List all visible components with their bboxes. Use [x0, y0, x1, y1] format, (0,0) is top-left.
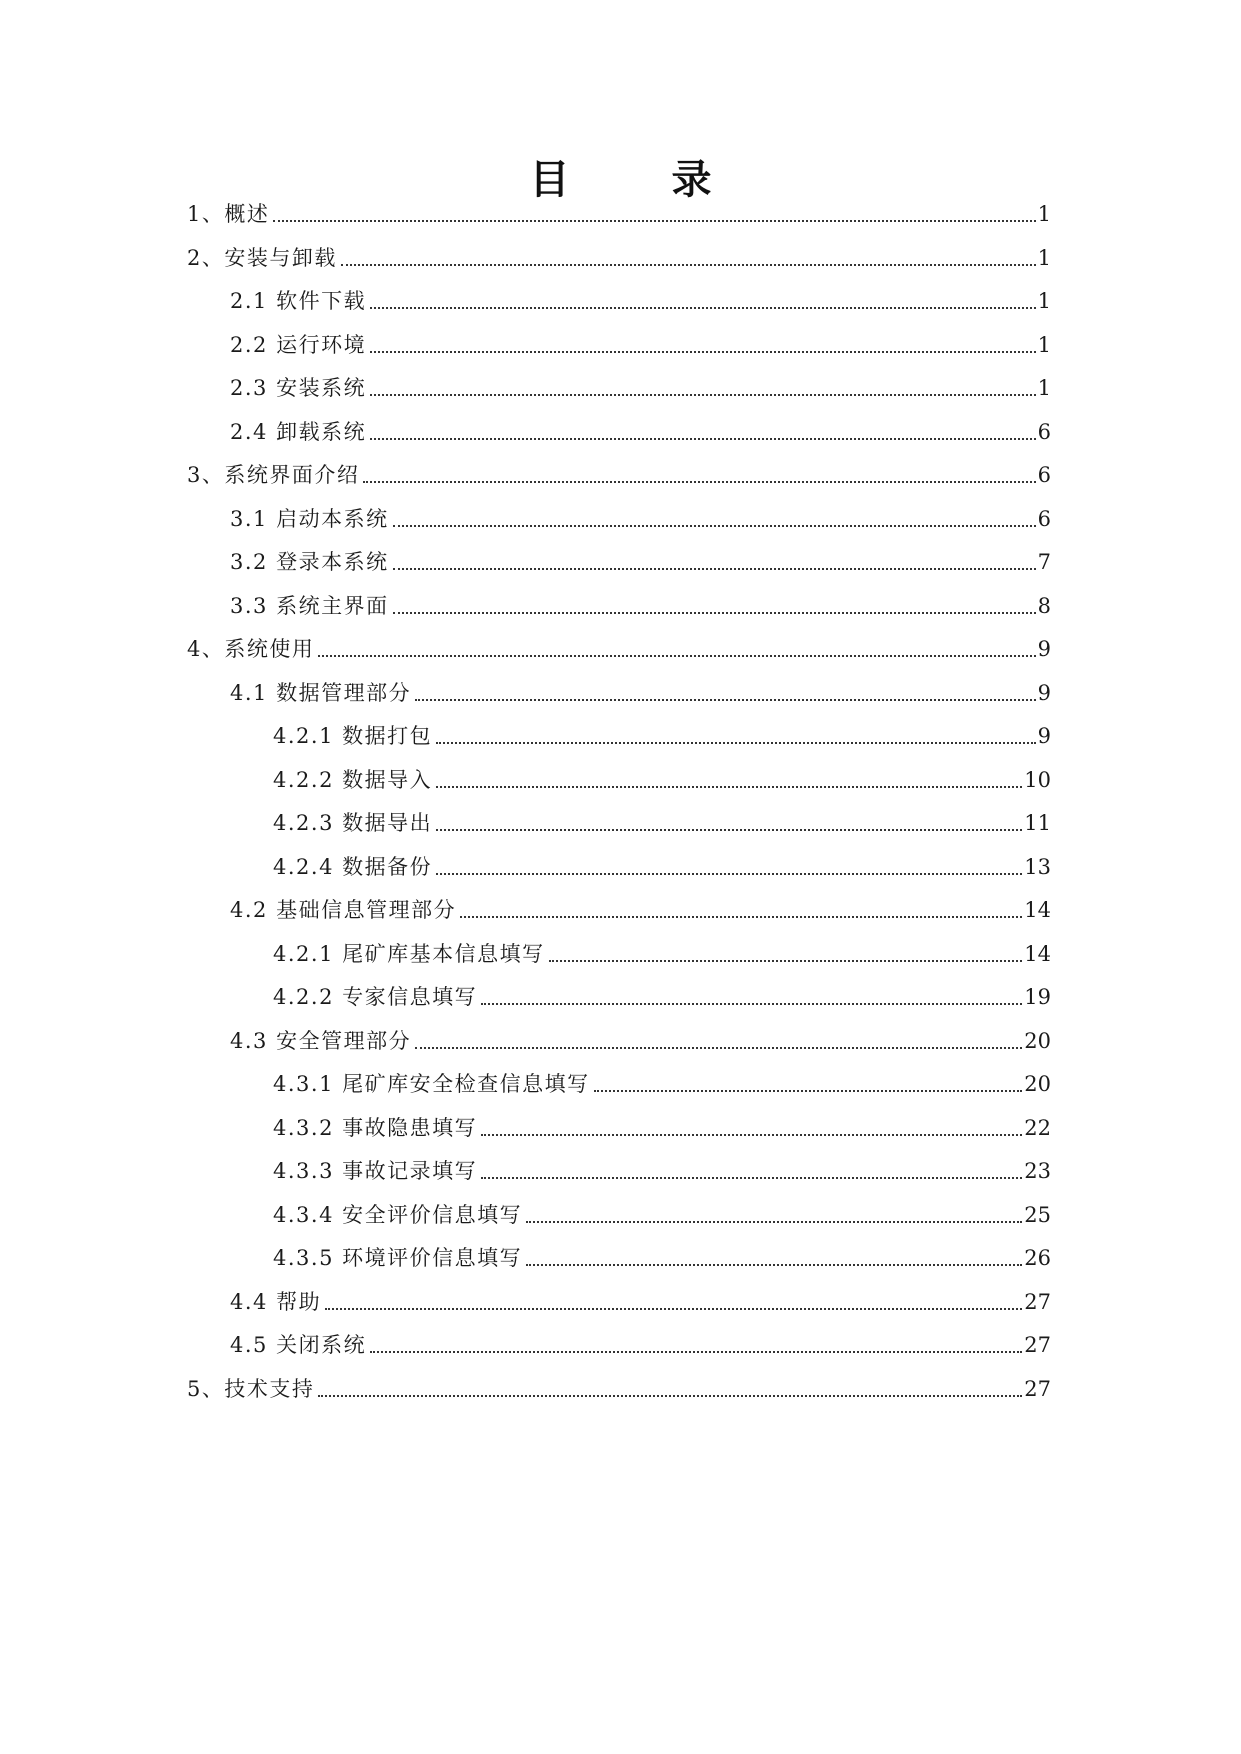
- toc-dot-leader: [481, 1003, 1022, 1005]
- toc-page-number: 1: [1037, 202, 1051, 226]
- toc-page-number: 9: [1037, 637, 1051, 661]
- toc-dot-leader: [481, 1177, 1022, 1179]
- toc-entry[interactable]: [230, 884, 1051, 924]
- toc-dot-leader: [549, 960, 1023, 962]
- toc-entry-title: 4.2.2 数据导入: [273, 767, 433, 792]
- toc-dot-leader: [481, 1134, 1022, 1136]
- toc-page-number: 7: [1037, 550, 1051, 574]
- toc-entry-title: 4.2 基础信息管理部分: [230, 898, 457, 922]
- toc-page-number: 9: [1037, 680, 1051, 705]
- toc-entry-title: 4.3.3 事故记录填写: [273, 1159, 478, 1183]
- toc-entry-title: 4.5 关闭系统: [230, 1333, 367, 1357]
- toc-entry[interactable]: [230, 1319, 1051, 1359]
- toc-entry[interactable]: [273, 754, 1051, 794]
- toc-page-number: 27: [1024, 1333, 1051, 1357]
- toc-page-number: 22: [1024, 1115, 1051, 1140]
- toc-entry[interactable]: [273, 1145, 1051, 1185]
- toc-entry-title: 3、系统界面介绍: [187, 463, 360, 487]
- toc-dot-leader: [526, 1221, 1022, 1223]
- toc-entry[interactable]: [273, 1189, 1051, 1229]
- toc-dot-leader: [363, 481, 1035, 483]
- toc-entry-title: 1、概述: [187, 202, 270, 226]
- toc-dot-leader: [273, 220, 1035, 222]
- toc-page-number: 20: [1024, 1072, 1051, 1096]
- toc-page-number: 6: [1037, 419, 1051, 444]
- toc-entry-title: 2、安装与卸载: [187, 245, 337, 270]
- toc-dot-leader: [415, 1047, 1022, 1049]
- toc-page-number: 14: [1024, 898, 1051, 922]
- toc-entry-title: 4.3.1 尾矿库安全检查信息填写: [273, 1072, 590, 1096]
- toc-entry-title: 5、技术支持: [187, 1376, 315, 1401]
- toc-entry-title: 2.2 运行环境: [230, 332, 367, 357]
- toc-page-number: 27: [1024, 1289, 1051, 1314]
- toc-dot-leader: [415, 699, 1036, 701]
- toc-page-number: 6: [1037, 506, 1051, 531]
- toc-dot-leader: [393, 568, 1036, 570]
- toc-dot-leader: [325, 1308, 1022, 1310]
- toc-page-number: 25: [1024, 1202, 1051, 1227]
- toc-dot-leader: [460, 916, 1022, 918]
- toc-dot-leader: [370, 351, 1036, 353]
- toc-entry[interactable]: [230, 1015, 1051, 1055]
- toc-entry-title: 4.2.2 专家信息填写: [273, 985, 478, 1009]
- toc-entry-title: 3.3 系统主界面: [230, 593, 389, 618]
- toc-page-number: 6: [1037, 463, 1051, 487]
- toc-page-number: 10: [1024, 767, 1051, 792]
- toc-entry[interactable]: [230, 319, 1051, 359]
- toc-entry-title: 2.3 安装系统: [230, 376, 367, 400]
- toc-entry[interactable]: [273, 841, 1051, 881]
- toc-dot-leader: [526, 1264, 1022, 1266]
- toc-page-number: 27: [1024, 1376, 1051, 1401]
- toc-dot-leader: [370, 438, 1036, 440]
- toc-entry-title: 3.2 登录本系统: [230, 550, 389, 574]
- toc-page-number: 1: [1037, 376, 1051, 400]
- toc-page-number: 8: [1037, 593, 1051, 618]
- toc-entry[interactable]: [230, 580, 1051, 620]
- toc-dot-leader: [318, 655, 1035, 657]
- toc-entry-title: 2.1 软件下载: [230, 289, 367, 313]
- toc-dot-leader: [370, 307, 1036, 309]
- toc-entry[interactable]: [187, 623, 1051, 663]
- toc-entry[interactable]: [187, 188, 1051, 228]
- toc-entry-title: 4.2.1 尾矿库基本信息填写: [273, 941, 545, 966]
- toc-entry[interactable]: [230, 493, 1051, 533]
- toc-dot-leader: [341, 264, 1036, 266]
- toc-entry[interactable]: [230, 1276, 1051, 1316]
- toc-entry-title: 4.3 安全管理部分: [230, 1028, 412, 1053]
- toc-entry-title: 4.2.1 数据打包: [273, 724, 433, 748]
- toc-entry[interactable]: [273, 1232, 1051, 1272]
- toc-entry-title: 3.1 启动本系统: [230, 506, 389, 531]
- toc-entry-title: 4.3.4 安全评价信息填写: [273, 1202, 523, 1227]
- toc-dot-leader: [393, 612, 1036, 614]
- toc-entry[interactable]: [230, 275, 1051, 315]
- toc-entry-title: 4.2.3 数据导出: [273, 811, 433, 835]
- toc-dot-leader: [436, 742, 1036, 744]
- toc-entry[interactable]: [273, 928, 1051, 968]
- toc-page-number: 9: [1037, 724, 1051, 748]
- toc-dot-leader: [436, 829, 1022, 831]
- toc-entry-title: 4、系统使用: [187, 637, 315, 661]
- toc-entry[interactable]: [273, 710, 1051, 750]
- toc-dot-leader: [370, 394, 1036, 396]
- toc-entry[interactable]: [273, 1058, 1051, 1098]
- toc-page-number: 20: [1024, 1028, 1051, 1053]
- toc-entry[interactable]: [187, 449, 1051, 489]
- toc-entry[interactable]: [230, 362, 1051, 402]
- toc-dot-leader: [594, 1090, 1023, 1092]
- toc-entry[interactable]: [273, 797, 1051, 837]
- toc-entry[interactable]: [230, 536, 1051, 576]
- toc-entry[interactable]: [230, 406, 1051, 446]
- toc-title: 目 录: [529, 156, 756, 203]
- toc-entry[interactable]: [273, 971, 1051, 1011]
- toc-dot-leader: [436, 873, 1022, 875]
- toc-entry[interactable]: [187, 232, 1051, 272]
- toc-entry[interactable]: [273, 1102, 1051, 1142]
- toc-entry-title: 4.1 数据管理部分: [230, 680, 412, 705]
- toc-page-number: 26: [1024, 1246, 1051, 1270]
- toc-entry-title: 4.2.4 数据备份: [273, 854, 433, 879]
- toc-dot-leader: [370, 1351, 1022, 1353]
- toc-page-number: 23: [1024, 1159, 1051, 1183]
- toc-page-number: 13: [1024, 854, 1051, 879]
- toc-entry-title: 4.3.2 事故隐患填写: [273, 1115, 478, 1140]
- toc-dot-leader: [393, 525, 1036, 527]
- toc-page-number: 11: [1024, 811, 1051, 835]
- toc-page-number: 19: [1024, 985, 1051, 1009]
- toc-entry-title: 4.4 帮助: [230, 1289, 322, 1314]
- toc-entry-title: 4.3.5 环境评价信息填写: [273, 1246, 523, 1270]
- toc-page-number: 1: [1037, 245, 1051, 270]
- toc-entry[interactable]: [187, 1363, 1051, 1403]
- toc-page-number: 1: [1037, 332, 1051, 357]
- toc-entry[interactable]: [230, 667, 1051, 707]
- toc-dot-leader: [318, 1395, 1022, 1397]
- toc-dot-leader: [436, 786, 1022, 788]
- toc-page-number: 14: [1024, 941, 1051, 966]
- toc-entry-title: 2.4 卸载系统: [230, 419, 367, 444]
- toc-page-number: 1: [1037, 289, 1051, 313]
